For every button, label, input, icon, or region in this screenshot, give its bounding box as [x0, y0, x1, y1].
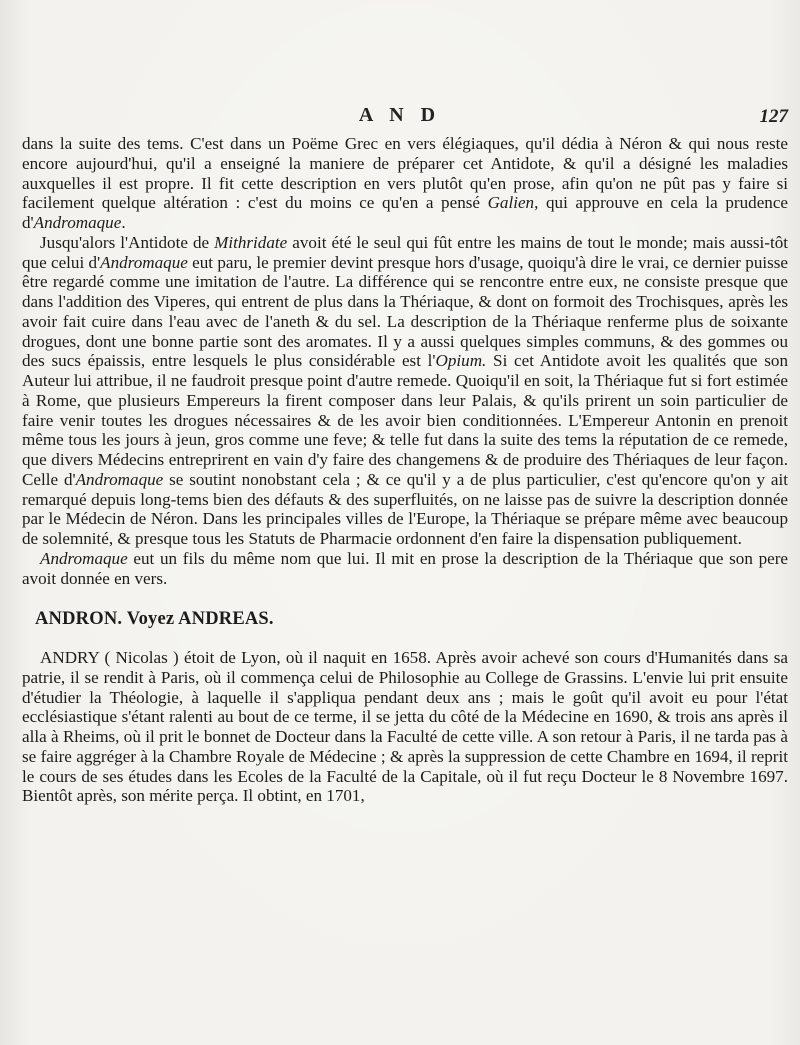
text-run: .: [121, 213, 126, 232]
text-run: se soutint nonobstant cela ; & ce qu'il y a de plus particulier, c'est qu'encore qu'on y ait remarqué depuis long-tems bien des défauts & des superfluités, on ne laisse pas de suivre la description donnée par le Médecin de Néron. Dans les principales villes de l'Europe, la Thériaque se prépare même avec beaucoup de solemnité, & presque tous les Statuts de Pharmacie ordonnent d'en faire la dispensation publiquement.: [22, 469, 788, 548]
paragraph-continuation: [22, 134, 788, 233]
italic-name: Andromaque: [100, 252, 188, 272]
italic-name: Galien: [487, 193, 535, 213]
text-run: , qui approuve en cela la prudence d': [22, 193, 788, 232]
paragraph-son: [22, 549, 788, 589]
text-run: dans la suite des tems. C'est dans un Poëme Grec en vers élégiaques, qu'il dédia à Néron & qui nous reste encore aujourd'hui, qu'il a enseigné la maniere de préparer cet Antidote, & qu'il a désigné les maladies auxquelles il est propre. Il fit cette description en vers plutôt qu'en prose, afin qu'on ne pût pas y faire si facilement quelque altération : c'est du moins ce qu'en a pensé: [22, 134, 788, 213]
text-run: avoit été le seul qui fût entre les mains de tout le monde; mais aussi-tôt que celui d': [22, 232, 788, 272]
running-head-title: A N D: [358, 104, 442, 126]
italic-name: Andromaque: [33, 213, 122, 232]
italic-name: Andromaque: [40, 548, 128, 568]
text-run: eut paru, le premier devint presque hors d'usage, quoiqu'à dire le vrai, ce dernier puisse être regardé comme une imitation de l'autre. La différence qui se rencontre entre eux, ne consiste presque que dans l'addition des Viperes, qui entrent de plus dans la Thériaque, & dont on formoit des Trochisques, après les avoir fait cuire dans l'eau avec de l'aneth & du sel. La description de la Thériaque renferme plus de soixante drogues, dont une bonne partie sont des aromates. Il y a aussi quelques simples communs, & des gommes ou des sucs épaissis, entre lesquels le plus considérable est l': [22, 252, 789, 371]
running-head: [0, 104, 800, 134]
page-number: 127: [759, 106, 788, 127]
paragraph-theriaque: [22, 233, 788, 549]
paragraph-andry: [22, 648, 788, 806]
text-run: Si cet Antidote avoit les qualités que son Auteur lui attribue, il ne faudroit presque point d'autre remede. Quoiqu'il en soit, la Thériaque fut si fort estimée à Rome, que plusieurs Empereurs la firent composer dans leur Palais, & qu'ils prirent un soin particulier de faire venir toutes les drogues nécessaires & de les avoir bien conditionnées. L'Empereur Antonin en prenoit même tous les jours à jeun, gros comme une feve; & telle fut dans la suite des tems la réputation de ce remede, que divers Médecins entreprirent en vain d'y faire des changemens & de produire des Thériaques de leur façon. Celle d': [22, 351, 788, 489]
text-run: eut un fils du même nom que lui. Il mit en prose la description de la Thériaque que son pere avoit donnée en vers.: [22, 548, 788, 588]
text-run: Jusqu'alors l'Antidote de: [40, 232, 215, 252]
italic-name: Mithridate: [214, 232, 288, 252]
text-run: ANDRY ( Nicolas ) étoit de Lyon, où il naquit en 1658. Après avoir achevé son cours d'Humanités dans sa patrie, il se rendit à Paris, où il commença celui de Philosophie au College de Grassins. L'envie lui prit ensuite d'étudier la Théologie, à laquelle il s'appliqua pendant deux ans ; mais le goût qu'il avoit eu pour l'état ecclésiastique s'étant ralenti au bout de ce terme, il se jetta du côté de la Médecine en 1690, & trois ans après il alla à Rheims, où il prit le bonnet de Docteur dans la Faculté de cette ville. A son retour à Paris, il ne tarda pas à se faire aggréger à la Chambre Royale de Médecine ; & après la suppression de cette Chambre en 1694, il reprit le cours de ses études dans les Ecoles de la Faculté de la Capitale, où il fut reçu Docteur le 8 Novembre 1697. Bientôt après, son mérite perça. Il obtint, en 1701,: [22, 648, 788, 806]
body-text: [22, 134, 788, 806]
italic-name: Andromaque: [75, 469, 164, 489]
italic-name: Opium.: [435, 351, 487, 371]
entry-heading-andron: ANDRON. Voyez ANDREAS.: [35, 609, 274, 630]
